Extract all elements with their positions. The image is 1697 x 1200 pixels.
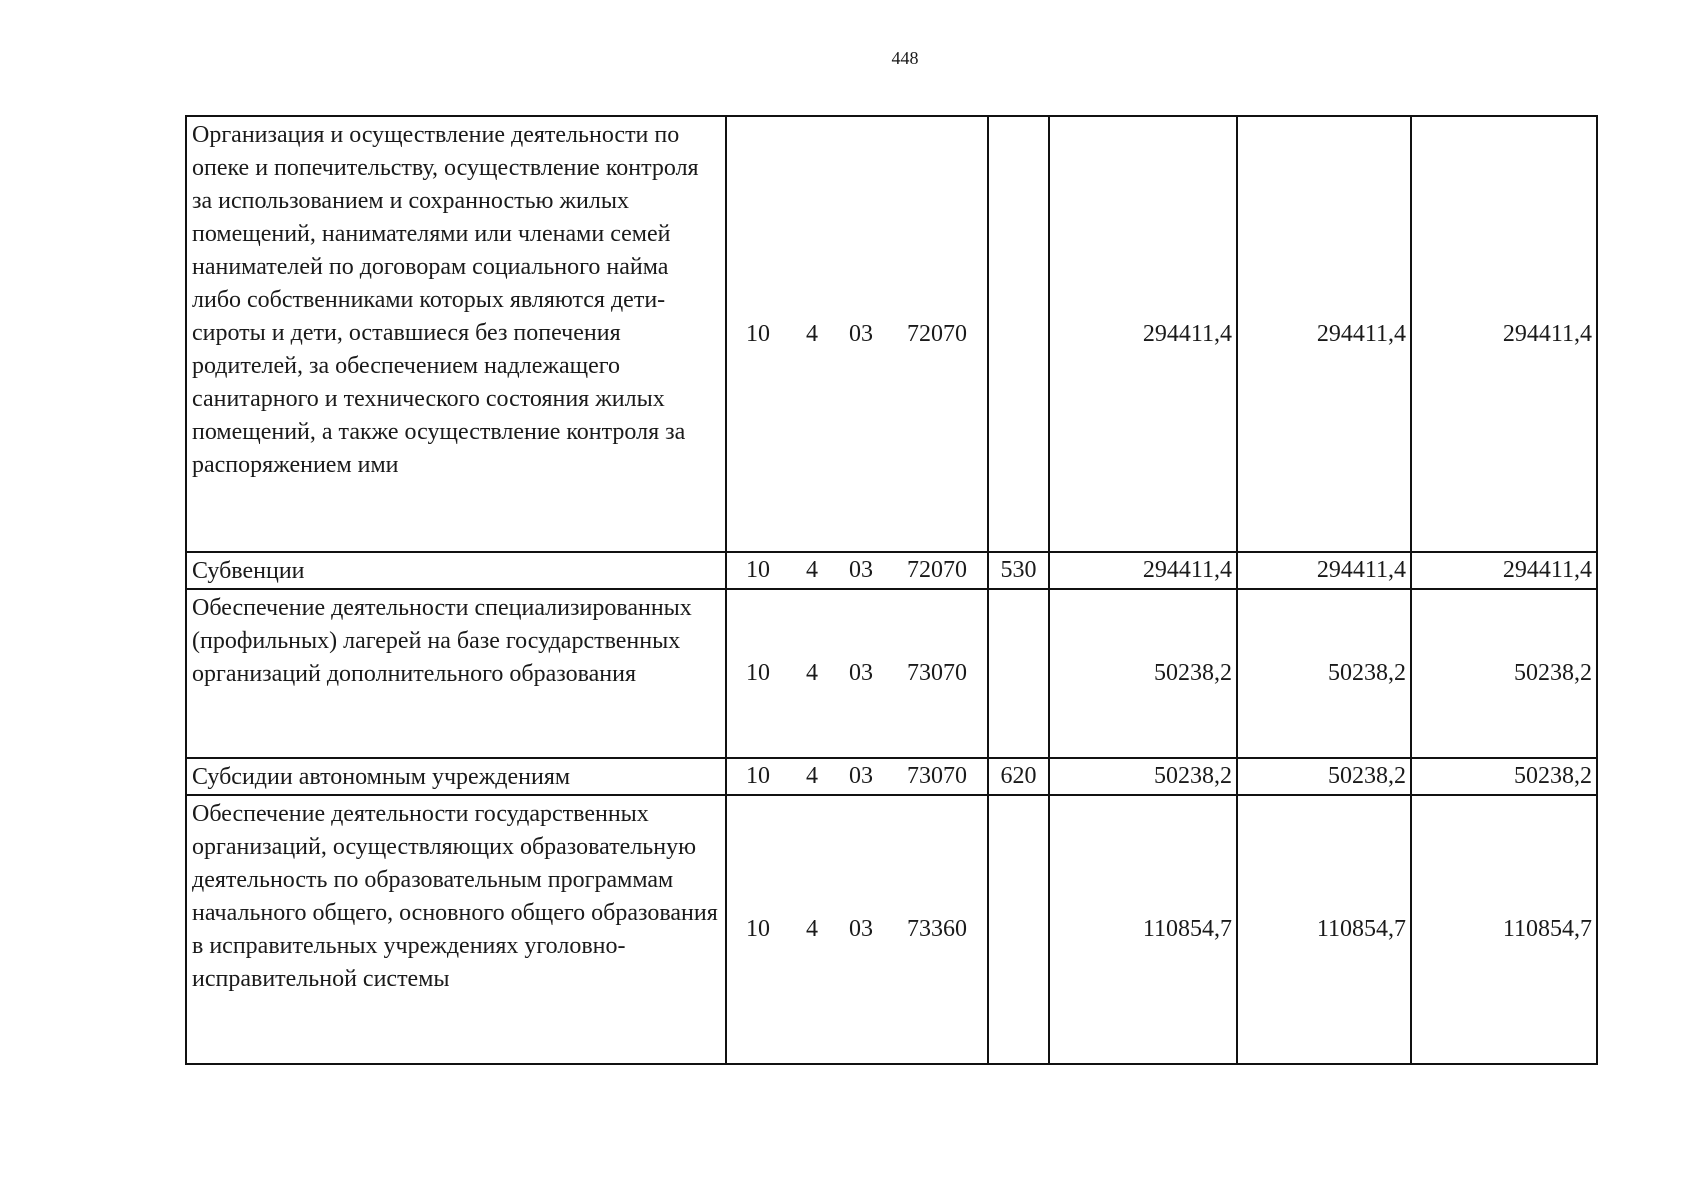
amount-cell-2: 50238,2: [1237, 758, 1411, 795]
table-row: [186, 589, 1597, 758]
row-name-cell: Организация и осуществление деятельности по опеке и попечительству, осуществление контроля за использованием и сохранностью жилых помещений, нанимателями или членами семей нанимателей по договорам социального найма либо собственниками которых являются дети-сироты и дети, оставшиеся без попечения родителей, за обеспечением надлежащего санитарного и технического состояния жилых помещений, а также осуществление контроля за распоряжением ими: [186, 116, 726, 552]
code-cell: [726, 552, 988, 589]
table-row: [186, 552, 1597, 589]
code-cell: [726, 758, 988, 795]
section-code: 10: [746, 660, 770, 686]
target-code: 73360: [907, 916, 967, 942]
amount-cell-3: 294411,4: [1411, 552, 1597, 589]
amount-cell-2: 110854,7: [1237, 795, 1411, 1064]
amount-cell-2: 50238,2: [1237, 589, 1411, 758]
table-row: [186, 116, 1597, 552]
row-name-cell: Субсидии автономным учреждениям: [186, 758, 726, 795]
page-number: 448: [891, 48, 919, 68]
program-code: 03: [849, 660, 873, 686]
code-cell: [726, 795, 988, 1064]
row-name-cell: Субвенции: [186, 552, 726, 589]
amount-cell-1: 50238,2: [1049, 758, 1237, 795]
subsection-code: 4: [806, 660, 818, 686]
program-code: 03: [849, 916, 873, 942]
amount-cell-1: 294411,4: [1049, 552, 1237, 589]
row-name-cell: Обеспечение деятельности государственных организаций, осуществляющих образовательную деятельность по образовательным программам начального общего, основного общего образования в исправительных учреждениях уголовно-исправительной системы: [186, 795, 726, 1064]
amount-cell-3: 50238,2: [1411, 758, 1597, 795]
amount-cell-3: 110854,7: [1411, 795, 1597, 1064]
amount-cell-3: 294411,4: [1411, 116, 1597, 552]
section-code: 10: [746, 557, 770, 583]
target-code: 72070: [907, 557, 967, 583]
amount-cell-1: 110854,7: [1049, 795, 1237, 1064]
table-row: [186, 795, 1597, 1064]
expense-type-cell: 620: [988, 758, 1049, 795]
target-code: 73070: [907, 660, 967, 686]
section-code: 10: [746, 916, 770, 942]
budget-table: [185, 115, 1598, 1065]
amount-cell-2: 294411,4: [1237, 116, 1411, 552]
amount-cell-2: 294411,4: [1237, 552, 1411, 589]
subsection-code: 4: [806, 916, 818, 942]
subsection-code: 4: [806, 763, 818, 789]
subsection-code: 4: [806, 557, 818, 583]
code-cell: [726, 589, 988, 758]
table-row: [186, 758, 1597, 795]
expense-type-cell: 530: [988, 552, 1049, 589]
expense-type-cell: [988, 795, 1049, 1064]
row-name-cell: Обеспечение деятельности специализированных (профильных) лагерей на базе государственных организаций дополнительного образования: [186, 589, 726, 758]
section-code: 10: [746, 763, 770, 789]
program-code: 03: [849, 320, 873, 347]
amount-cell-3: 50238,2: [1411, 589, 1597, 758]
amount-cell-1: 294411,4: [1049, 116, 1237, 552]
subsection-code: 4: [806, 320, 818, 347]
expense-type-cell: [988, 116, 1049, 552]
target-code: 72070: [907, 320, 967, 347]
expense-type-cell: [988, 589, 1049, 758]
amount-cell-1: 50238,2: [1049, 589, 1237, 758]
program-code: 03: [849, 557, 873, 583]
target-code: 73070: [907, 763, 967, 789]
program-code: 03: [849, 763, 873, 789]
section-code: 10: [746, 320, 770, 347]
code-cell: [726, 116, 988, 552]
